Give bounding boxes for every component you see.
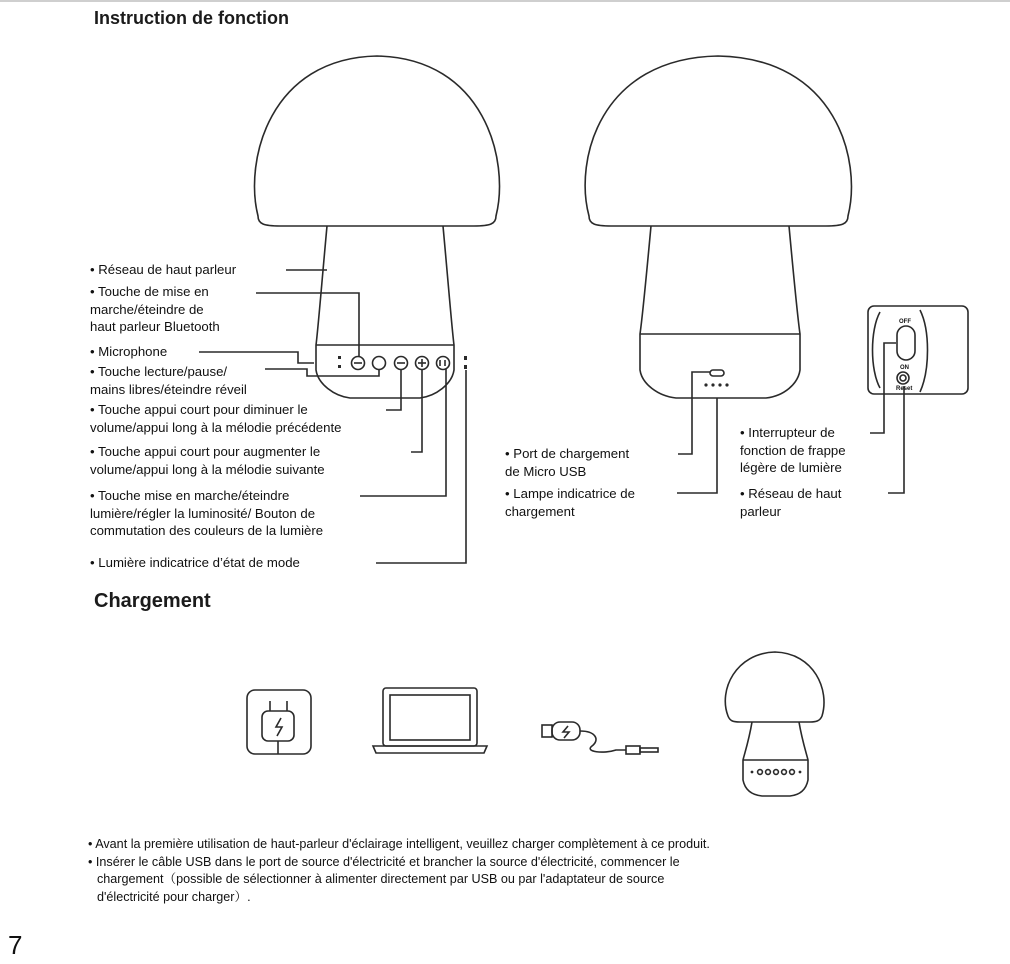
switch-on-label: ON (900, 365, 909, 371)
label-speaker-grille: • Réseau de haut parleur (90, 262, 237, 277)
label-volume-down: • Touche appui court pour diminuer le volume/appui long à la mélodie précédente (90, 402, 342, 435)
label-speaker-grille-side: • Réseau de haut parleur (740, 486, 842, 519)
label-play-pause: • Touche lecture/pause/ mains libres/éteindre réveil (90, 364, 247, 397)
switch-off-label: OFF (899, 319, 911, 325)
plug-icon (247, 690, 311, 754)
note-line: • Avant la première utilisation de haut-parleur d'éclairage intelligent, veuillez charger complètement à ce produit. (88, 837, 710, 851)
switch-reset-label: Reset (896, 386, 913, 392)
note-line: chargement（possible de sélectionner à alimenter directement par USB ou par l'adaptateur de source (97, 872, 665, 886)
label-volume-up: • Touche appui court pour augmenter le volume/appui long à la mélodie suivante (90, 444, 325, 477)
speaker-icon (725, 652, 824, 796)
label-charge-lamp: • Lampe indicatrice de chargement (505, 486, 635, 519)
section-title-fonction: Instruction de fonction (94, 8, 289, 28)
front-speaker-drawing (255, 56, 500, 398)
note-line: • Insérer le câble USB dans le port de source d'électricité et brancher la source d'électricité, commencer le (88, 854, 680, 869)
charging-notes (88, 836, 710, 906)
label-mode-indicator: • Lumière indicatrice d’état de mode (90, 555, 300, 570)
section-title-chargement: Chargement (94, 590, 211, 612)
usb-cable-icon (542, 722, 658, 754)
label-bt-power: • Touche de mise en marche/éteindre de haut parleur Bluetooth (90, 284, 220, 335)
back-speaker-drawing (585, 56, 851, 398)
switch-detail-box (868, 306, 968, 394)
label-tap-switch: • Interrupteur de fonction de frappe légère de lumière (740, 425, 846, 476)
side-leader-lines (870, 343, 904, 493)
page-number: 7 (8, 930, 23, 960)
laptop-icon (373, 688, 487, 753)
label-microphone: • Microphone (90, 344, 168, 359)
back-leader-lines (677, 372, 717, 493)
note-line: d'électricité pour charger）. (97, 889, 251, 904)
label-usb-port: • Port de chargement de Micro USB (505, 446, 630, 479)
label-light-button: • Touche mise en marche/éteindre lumière/régler la luminosité/ Bouton de commutation des couleurs de la lumière (90, 488, 324, 539)
